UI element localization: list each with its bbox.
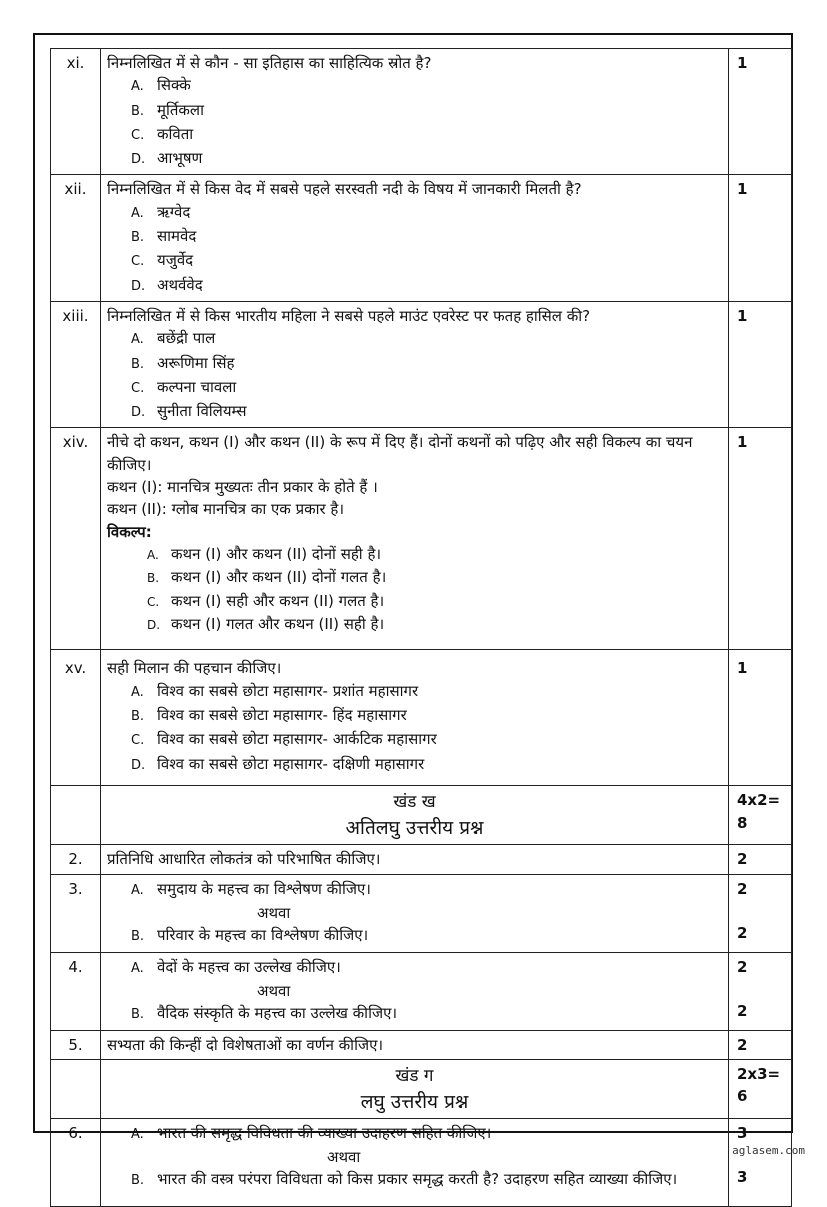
option-d: D. कथन (I) गलत और कथन (II) सही है। — [147, 614, 385, 633]
question-text: निम्नलिखित में से कौन - सा इतिहास का साहित्यिक स्रोत है? — [107, 54, 432, 72]
question-row-6 — [51, 1118, 792, 1206]
or-label: अथवा — [327, 1148, 361, 1167]
marks: 1 — [729, 301, 792, 427]
section-c-marks: 2x3= 6 — [729, 1059, 792, 1118]
option-b: B. सामवेद — [131, 227, 197, 246]
option-b: B. विश्व का सबसे छोटा महासागर- हिंद महासागर — [131, 706, 407, 725]
question-number: 2. — [51, 845, 101, 874]
question-number: xv. — [51, 650, 101, 786]
marks: 1 — [729, 175, 792, 301]
option-d: D. विश्व का सबसे छोटा महासागर- दक्षिणी महासागर — [131, 754, 425, 773]
question-text: सभ्यता की किन्हीं दो विशेषताओं का वर्णन कीजिए। — [101, 1030, 729, 1059]
statement-1: कथन (I): मानचित्र मुख्यतः तीन प्रकार के होते हैं । — [107, 478, 378, 497]
question-text: सही मिलान की पहचान कीजिए। — [107, 659, 282, 678]
option-a: A. भारत की समृद्ध विविधता की व्याख्या उदाहरण सहित कीजिए। — [131, 1123, 492, 1142]
question-number: 6. — [51, 1118, 101, 1206]
option-b: B. अरूणिमा सिंह — [131, 353, 235, 372]
marks: 1 — [729, 428, 792, 650]
question-number: xii. — [51, 175, 101, 301]
question-number: 3. — [51, 874, 101, 952]
option-a: A. विश्व का सबसे छोटा महासागर- प्रशांत महासागर — [131, 681, 419, 700]
question-row-2 — [51, 845, 792, 874]
question-number: 4. — [51, 952, 101, 1030]
section-c-subtitle: लघु उत्तरीय प्रश्न — [360, 1090, 469, 1113]
question-text: प्रतिनिधि आधारित लोकतंत्र को परिभाषित कीजिए। — [101, 845, 729, 874]
section-b-marks: 4x2= 8 — [729, 786, 792, 845]
marks: 3 3 — [729, 1118, 792, 1206]
option-b: B. परिवार के महत्त्व का विश्लेषण कीजिए। — [131, 926, 369, 945]
or-label: अथवा — [257, 904, 291, 923]
marks: 2 — [729, 845, 792, 874]
option-a: A. समुदाय के महत्त्व का विश्लेषण कीजिए। — [131, 879, 371, 898]
footer-watermark: aglasem.com — [732, 1144, 805, 1157]
option-b: B. भारत की वस्त्र परंपरा विविधता को किस प्रकार समृद्ध करती है? उदाहरण सहित व्याख्या कीजिए। — [131, 1170, 678, 1189]
option-b: B. मूर्तिकला — [131, 100, 204, 119]
options-heading: विकल्प: — [107, 522, 152, 541]
marks: 1 — [729, 49, 792, 175]
question-number: xi. — [51, 49, 101, 175]
question-cell — [101, 874, 729, 952]
question-row-3 — [51, 874, 792, 952]
section-c-title: खंड ग — [395, 1065, 434, 1086]
question-cell — [101, 428, 729, 650]
question-row-xii — [51, 175, 792, 301]
question-cell — [101, 952, 729, 1030]
option-b: B. कथन (I) और कथन (II) दोनों गलत है। — [147, 568, 387, 587]
option-c: C. कथन (I) सही और कथन (II) गलत है। — [147, 591, 385, 610]
section-b-title: खंड ख — [393, 792, 436, 813]
question-row-xiii — [51, 301, 792, 427]
question-cell — [101, 650, 729, 786]
question-number: 5. — [51, 1030, 101, 1059]
question-number: xiv. — [51, 428, 101, 650]
option-a: A. बछेंद्री पाल — [131, 329, 216, 348]
marks: 2 2 — [729, 874, 792, 952]
option-d: D. अथर्ववेद — [131, 275, 203, 294]
section-b-title-cell — [101, 786, 729, 845]
question-row-xv — [51, 650, 792, 786]
option-d: D. सुनीता विलियम्स — [131, 402, 247, 421]
statement-2: कथन (II): ग्लोब मानचित्र का एक प्रकार है। — [107, 500, 345, 519]
question-cell — [101, 1118, 729, 1206]
question-cell — [101, 301, 729, 427]
section-b-header — [51, 786, 792, 845]
question-table — [50, 48, 792, 1207]
or-label: अथवा — [257, 981, 291, 1000]
option-c: C. कविता — [131, 124, 194, 143]
option-a: A. कथन (I) और कथन (II) दोनों सही है। — [147, 544, 382, 563]
option-a: A. ऋग्वेद — [131, 202, 191, 221]
section-c-title-cell — [101, 1059, 729, 1118]
section-c-header — [51, 1059, 792, 1118]
question-row-5 — [51, 1030, 792, 1059]
section-b-subtitle: अतिलघु उत्तरीय प्रश्न — [345, 817, 484, 840]
option-b: B. वैदिक संस्कृति के महत्त्व का उल्लेख कीजिए। — [131, 1004, 398, 1023]
option-d: D. आभूषण — [131, 149, 203, 168]
marks: 2 2 — [729, 952, 792, 1030]
question-text: निम्नलिखित में से किस भारतीय महिला ने सबसे पहले माउंट एवरेस्ट पर फतह हासिल की? — [107, 306, 591, 325]
question-cell — [101, 175, 729, 301]
option-c: C. कल्पना चावला — [131, 377, 237, 396]
question-row-4 — [51, 952, 792, 1030]
marks: 1 — [729, 650, 792, 786]
question-row-xi — [51, 49, 792, 175]
question-text: निम्नलिखित में से किस वेद में सबसे पहले सरस्वती नदी के विषय में जानकारी मिलती है? — [107, 180, 582, 199]
marks: 2 — [729, 1030, 792, 1059]
option-a: A. सिक्के — [131, 76, 191, 95]
option-a: A. वेदों के महत्त्व का उल्लेख कीजिए। — [131, 957, 341, 976]
question-cell — [101, 49, 729, 175]
question-row-xiv — [51, 428, 792, 650]
option-c: C. यजुर्वेद — [131, 251, 194, 270]
question-text: नीचे दो कथन, कथन (I) और कथन (II) के रूप में दिए हैं। दोनों कथनों को पढ़िए और सही विकल्प का चयन कीजिए। — [107, 433, 693, 474]
option-c: C. विश्व का सबसे छोटा महासागर- आर्कटिक महासागर — [131, 730, 437, 749]
question-number: xiii. — [51, 301, 101, 427]
